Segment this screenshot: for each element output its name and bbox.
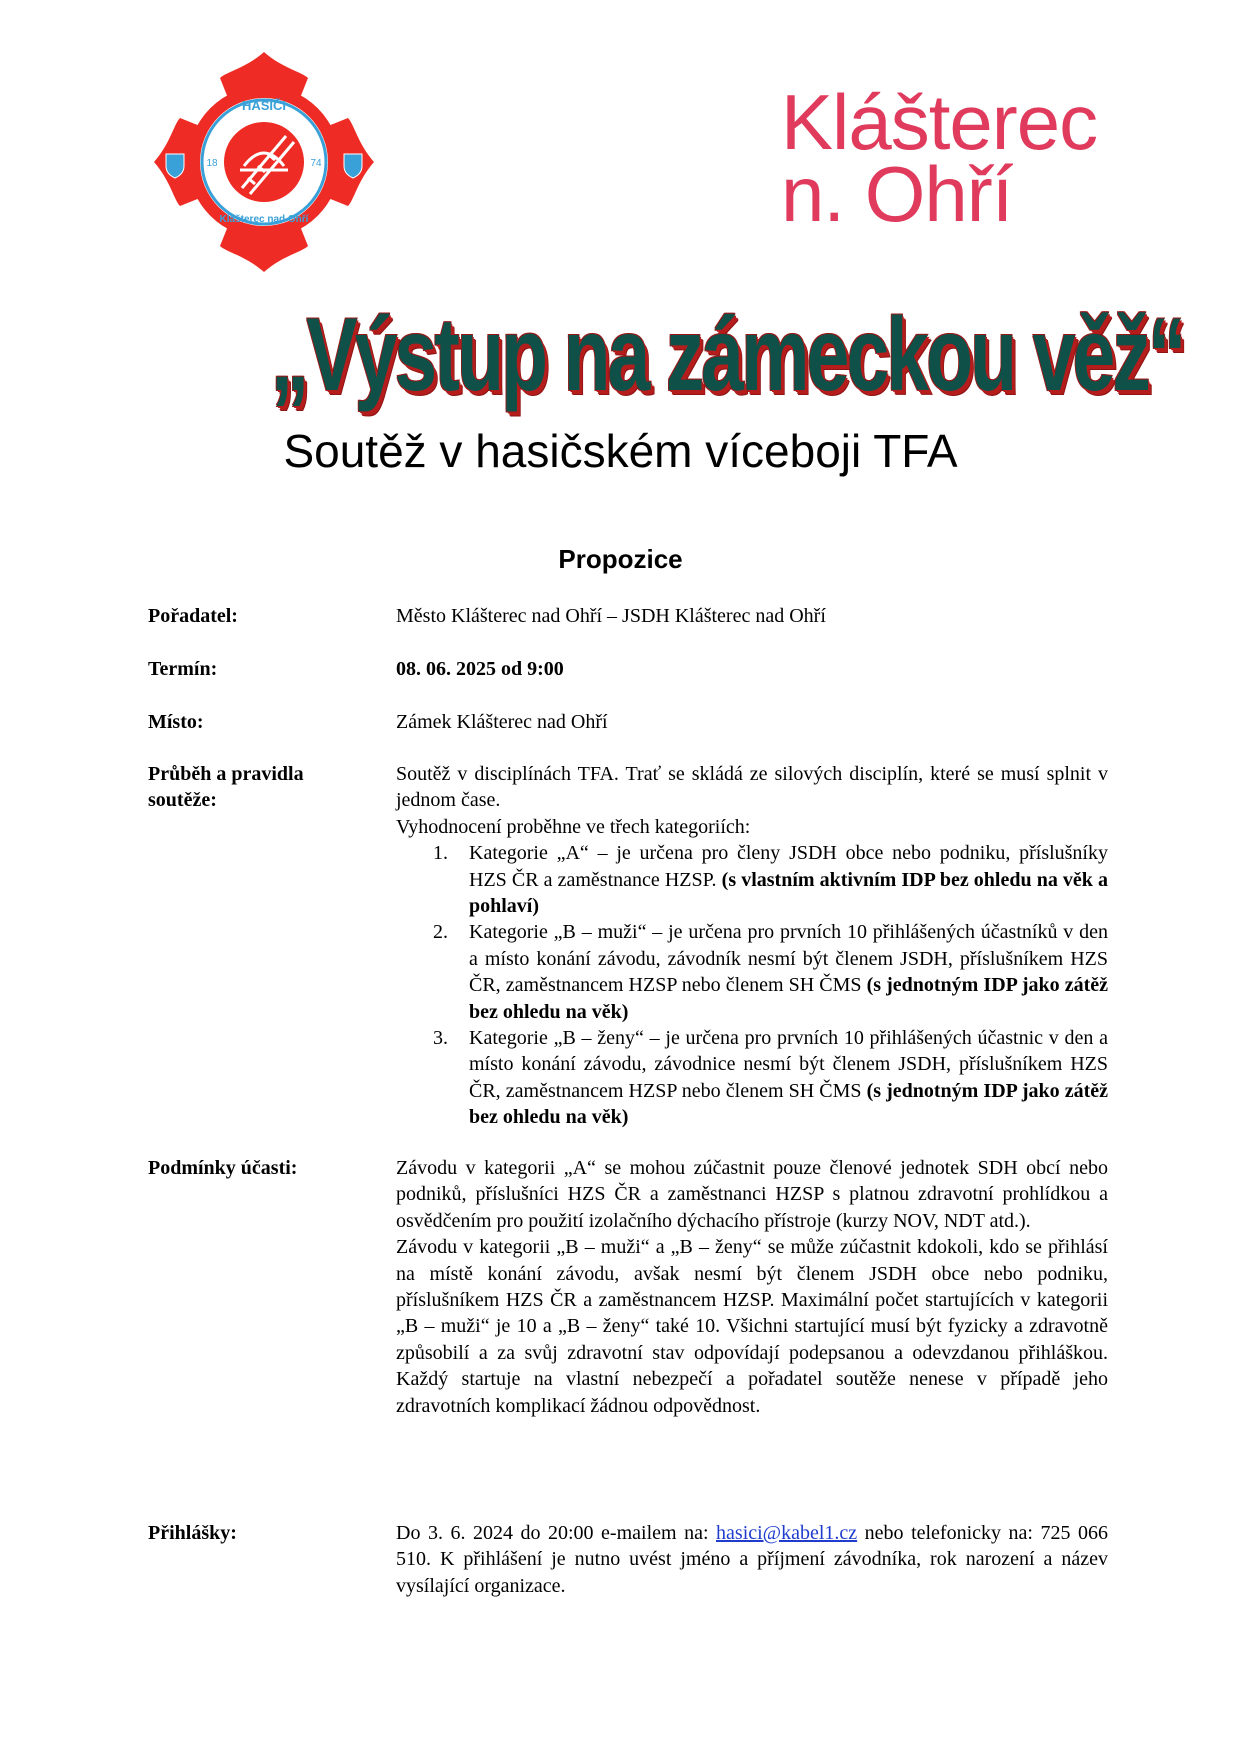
city-brand-logo	[781, 78, 1098, 238]
list-item	[396, 840, 1108, 919]
list-item	[396, 1025, 1108, 1131]
value-termin: 08. 06. 2025 od 9:00	[396, 658, 564, 680]
event-subheadline: Soutěž v hasičském víceboji TFA	[283, 425, 958, 477]
logo-year-left: 18	[206, 158, 218, 169]
label-prihlasky: Přihlášky:	[148, 1522, 237, 1544]
prihlasky-text-before: Do 3. 6. 2024 do 20:00 e-mailem na:	[396, 1522, 717, 1544]
list-item-bold: (s vlastním aktivním IDP bez ohledu na věk a pohlaví)	[469, 868, 1109, 918]
list-item-number: 3.	[433, 1027, 448, 1050]
event-headline: „Výstup na zámeckou věž“	[270, 297, 1184, 413]
list-item	[396, 919, 1108, 1025]
logo-ring-bottom: Klášterec nad Ohří	[219, 214, 309, 225]
email-link[interactable]: hasici@kabel1.cz	[716, 1522, 858, 1544]
label-podminky: Podmínky účasti:	[148, 1157, 298, 1179]
list-item-number: 1.	[433, 842, 448, 865]
list-item-bold: (s jednotným IDP jako zátěž bez ohledu na věk)	[469, 974, 1108, 1023]
label-poradatel: Pořadatel:	[148, 605, 238, 627]
brand-line-2: n. Ohří	[781, 150, 1013, 238]
label-prubeh: Průběh a pravidla soutěže:	[148, 763, 304, 812]
document-title: Propozice	[558, 544, 683, 574]
prubeh-eval: Vyhodnocení proběhne ve třech kategoriích:	[396, 815, 751, 838]
value-prihlasky	[396, 1520, 1108, 1599]
value-poradatel: Město Klášterec nad Ohří – JSDH Klášterec nad Ohří	[396, 605, 826, 627]
value-prubeh	[396, 761, 1108, 1131]
value-misto: Zámek Klášterec nad Ohří	[396, 711, 608, 733]
prihlasky-text-after: nebo telefonicky na: 725 066 510. K přihlášení je nutno uvést jméno a příjmení závodníka, rok narození a název vysílající organizace.	[396, 1522, 1108, 1597]
list-item-text: Kategorie „A“ – je určena pro členy JSDH obce nebo podniku, příslušníky HZS ČR a zaměstnance HZSP.	[469, 842, 1108, 891]
podminky-paragraph-2: Závodu v kategorii „B – muži“ a „B – ženy“ se může zúčastnit kdokoli, kdo se přihlásí na místě konání závodu, avšak nesmí být členem JSDH obce nebo podniku, příslušníkem HZS ČR a zaměstnancem HZSP. Maximální počet startujících v kategorii „B – muži“ je 10 a „B – ženy“ také 10. Všichni startující musí být fyzicky a zdravotně způsobilí a za svůj zdravotní stav odpovídají podepsanou a odevzdanou přihláškou. Každý startuje na vlastní nebezpečí a pořadatel soutěže nenese v případě jeho zdravotních komplikací žádnou odpovědnost.	[396, 1236, 1108, 1417]
label-misto: Místo:	[148, 711, 204, 733]
hasici-logo	[150, 48, 378, 276]
podminky-paragraph-1: Závodu v kategorii „A“ se mohou zúčastnit pouze členové jednotek SDH obcí nebo podniků, příslušníci HZS ČR a zaměstnanci HZSP s platnou zdravotní prohlídkou a osvědčením pro použití izolačního dýchacího přístroje (kurzy NOV, NDT atd.).	[396, 1157, 1108, 1232]
prubeh-intro: Soutěž v disciplínách TFA. Trať se skládá ze silových disciplín, které se musí splnit v jednom čase.	[396, 763, 1108, 812]
brand-line-1: Klášterec	[781, 78, 1098, 166]
list-item-number: 2.	[433, 921, 448, 944]
logo-ring-top: HASIČI	[241, 98, 287, 113]
list-item-text: Kategorie „B – muži“ – je určena pro prvních 10 přihlášených účastníků v den a místo konání závodu, závodník nesmí být členem JSDH, příslušníkem HZS ČR, zaměstnancem HZSP nebo členem SH ČMS	[469, 921, 1108, 997]
list-item-text: Kategorie „B – ženy“ – je určena pro prvních 10 přihlášených účastnic v den a místo konání závodu, závodnice nesmí být členem JSDH, příslušníkem HZS ČR, zaměstnancem HZSP nebo členem SH ČMS	[469, 1027, 1108, 1102]
logo-year-right: 74	[310, 158, 322, 169]
list-item-bold: (s jednotným IDP jako zátěž bez ohledu na věk)	[469, 1079, 1108, 1129]
label-termin: Termín:	[148, 658, 218, 680]
category-list	[396, 840, 1108, 1130]
value-podminky	[396, 1155, 1108, 1419]
